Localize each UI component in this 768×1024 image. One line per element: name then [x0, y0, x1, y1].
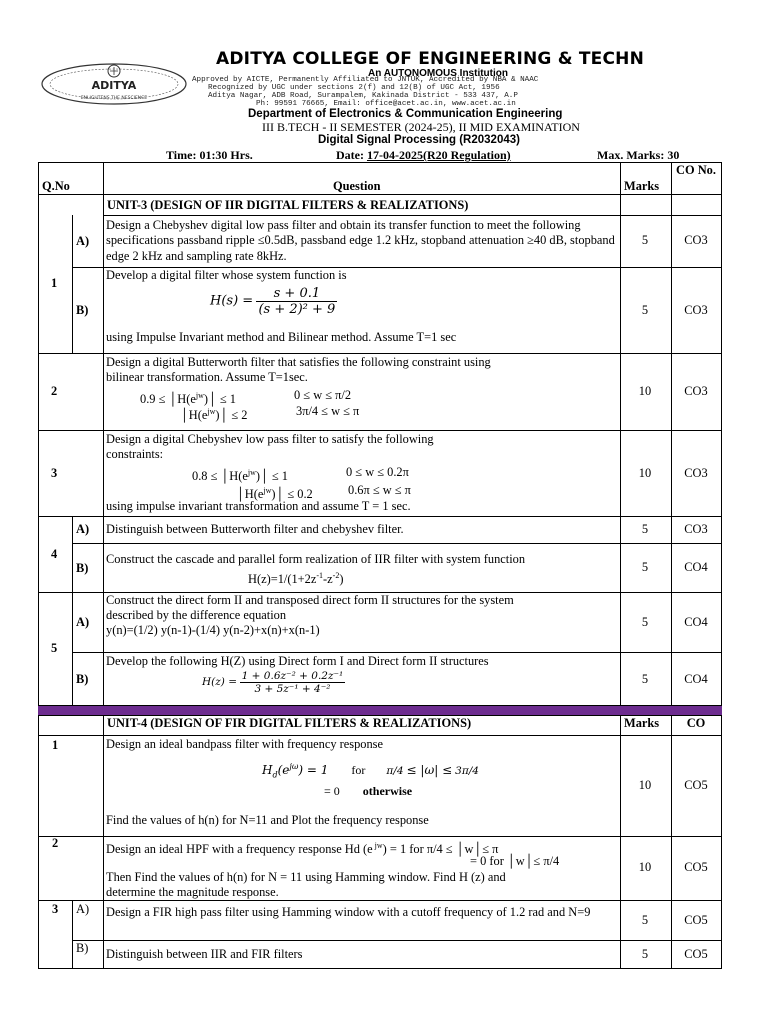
q2-constraint2-range: 3π/4 ≤ w ≤ π	[296, 404, 360, 418]
q4b-equation: $H(z)=1/(1+2z^{-1}-z^{-2})$	[248, 571, 344, 587]
q1a-marks: 5	[641, 233, 649, 247]
exam-date: Date: 17-04-2025(R20 Regulation)	[336, 148, 511, 162]
col-question-header: Question	[333, 179, 381, 193]
q2-number: 2	[51, 384, 58, 398]
q5a-marks: 5	[641, 615, 649, 629]
u4-q1-marks: 10	[638, 778, 652, 792]
q1a-label: A)	[76, 234, 90, 248]
q5b-label: B)	[76, 672, 89, 686]
q1b-label: B)	[76, 303, 89, 317]
accreditation-line: Approved by AICTE, Permanently Affiliated to JNTUK, Accredited by NBA & NAAC	[192, 76, 539, 84]
unit4-marks-header: Marks	[624, 716, 660, 730]
q5b-equation: H(z) = $\frac{\text{1 + 0.6z⁻² + 0.2z⁻¹}}{\text{3 + 5z⁻¹ + 4⁻²}}$	[202, 670, 344, 695]
q4a-marks: 5	[641, 522, 649, 536]
q4b-label: B)	[76, 561, 89, 575]
q2-line1: Design a digital Butterworth filter that satisfies the following constraint using	[106, 355, 491, 369]
q2-constraint1: $0.9 \le │H(e^{jw})│ \le 1$	[140, 391, 236, 407]
subject: Digital Signal Processing (R2032043)	[318, 134, 520, 146]
unit3-title: UNIT-3 (DESIGN OF IIR DIGITAL FILTERS & REALIZATIONS)	[107, 198, 469, 212]
q1b-marks: 5	[641, 303, 649, 317]
q1a-text: Design a Chebyshev digital low pass filter and obtain its transfer function to meet the following specifications passband ripple ≤0.5dB, passband edge 1.2 kHz, stopband attenuation ≥40 dB, stopband edge 2 kHz and sampling rate 8kHz.	[106, 218, 615, 263]
q1b-intro: Develop a digital filter whose system function is	[106, 268, 347, 282]
q5a-co: CO4	[684, 615, 708, 629]
address-line: Aditya Nagar, ADB Road, Surampalem, Kakinada District - 533 437, A.P	[208, 92, 518, 100]
u4-q3b-marks: 5	[641, 947, 649, 961]
q5a-line2: described by the difference equation	[106, 608, 287, 622]
col-qno-header: Q.No	[42, 179, 70, 193]
college-header	[0, 0, 768, 108]
q2-constraint2: $│H(e^{jw})│ \le 2$	[180, 407, 248, 423]
q3-constraint2: $│H(e^{jw})│ \le 0.2$	[236, 486, 313, 502]
q4a-text: Distinguish between Butterworth filter and chebyshev filter.	[106, 522, 404, 536]
u4-q3b-text: Distinguish between IIR and FIR filters	[106, 947, 303, 961]
u4-q2-marks: 10	[638, 860, 652, 874]
u4-q3-number: 3	[52, 902, 59, 916]
unit-divider-bar	[38, 706, 722, 715]
u4-q1-tail: Find the values of h(n) for N=11 and Plot the frequency response	[106, 813, 429, 827]
u4-q3a-co: CO5	[684, 913, 708, 927]
q5b-co: CO4	[684, 672, 708, 686]
u4-q2-line4: determine the magnitude response.	[106, 885, 279, 899]
q2-line2: bilinear transformation. Assume T=1sec.	[106, 370, 308, 384]
ugc-line: Recognized by UGC under sections 2(f) and 12(B) of UGC Act, 1956	[208, 84, 500, 92]
q3-constraint1-range: 0 ≤ w ≤ 0.2π	[346, 465, 409, 479]
contact-line: Ph: 99591 76665, Email: office@acet.ac.in, www.acet.ac.in	[256, 100, 516, 108]
exam-time: Time: 01:30 Hrs.	[166, 148, 253, 162]
q5a-line3: y(n)=(1/2) y(n-1)-(1/4) y(n-2)+x(n)+x(n-1)	[106, 623, 320, 637]
q3-number: 3	[51, 466, 58, 480]
q1b-equation: H(s) = $\frac{s + 0.1}{\text{(s + 2)² + 9}}$	[210, 286, 336, 317]
u4-q3a-marks: 5	[641, 913, 649, 927]
u4-q1-equation-2: = 0 otherwise	[324, 784, 413, 798]
department: Department of Electronics & Communication Engineering	[248, 108, 563, 120]
q3-line2: constraints:	[106, 447, 164, 461]
q4a-label: A)	[76, 522, 90, 536]
q5a-label: A)	[76, 615, 90, 629]
q1a-co: CO3	[684, 233, 708, 247]
q5b-intro: Develop the following H(Z) using Direct form I and Direct form II structures	[106, 654, 489, 668]
q4a-co: CO3	[684, 522, 708, 536]
u4-q2-line3: Then Find the values of h(n) for N = 11 using Hamming window. Find H (z) and	[106, 870, 506, 884]
u4-q1-number: 1	[52, 738, 59, 752]
q4b-line1: Construct the cascade and parallel form realization of IIR filter with system function	[106, 552, 526, 566]
col-co-header: CO No.	[676, 163, 716, 177]
q3-constraint2-range: 0.6π ≤ w ≤ π	[348, 483, 411, 497]
q3-co: CO3	[684, 466, 708, 480]
q4b-co: CO4	[684, 560, 708, 574]
u4-q1-co: CO5	[684, 778, 708, 792]
q4b-marks: 5	[641, 560, 649, 574]
q2-constraint1-range: 0 ≤ w ≤ π/2	[294, 388, 352, 402]
u4-q3b-co: CO5	[684, 947, 708, 961]
u4-q2-line1: Design an ideal HPF with a frequency response Hd (e $^{jw}$) = 1 for π/4 ≤ │w│≤ π	[106, 841, 499, 857]
college-logo-icon	[40, 62, 188, 106]
q3-tail: using impulse invariant transformation and assume T = 1 sec.	[106, 499, 411, 513]
q3-marks: 10	[638, 466, 652, 480]
q4-number: 4	[51, 547, 58, 561]
unit4-title: UNIT-4 (DESIGN OF FIR DIGITAL FILTERS & REALIZATIONS)	[107, 716, 472, 730]
q1b-co: CO3	[684, 303, 708, 317]
autonomous-text: An AUTONOMOUS Institution	[368, 68, 508, 79]
unit4-co-header: CO	[686, 716, 706, 730]
max-marks: Max. Marks: 30	[597, 148, 680, 162]
u4-q3a-text: Design a FIR high pass filter using Hamming window with a cutoff frequency of 1.2 rad and N=9	[106, 905, 591, 919]
u4-q2-line2: = 0 for │w│≤ π/4	[470, 854, 560, 868]
u4-q2-number: 2	[52, 836, 59, 850]
q3-line1: Design a digital Chebyshev low pass filter to satisfy the following	[106, 432, 434, 446]
college-name: ADITYA COLLEGE OF ENGINEERING & TECHN	[216, 49, 644, 69]
u4-q3b-label: B)	[76, 941, 89, 955]
semester: III B.TECH - II SEMESTER (2024-25), II MID EXAMINATION	[262, 120, 580, 134]
q3-constraint1: $0.8 \le │H(e^{jw})│ \le 1$	[192, 468, 288, 484]
u4-q1-intro: Design an ideal bandpass filter with frequency response	[106, 737, 383, 751]
q5a-line1: Construct the direct form II and transposed direct form II structures for the system	[106, 593, 514, 607]
q1b-tail: using Impulse Invariant method and Bilinear method. Assume T=1 sec	[106, 330, 457, 344]
q2-co: CO3	[684, 384, 708, 398]
u4-q3a-label: A)	[76, 902, 90, 916]
logo-text: ADITYA	[91, 79, 137, 92]
u4-q2-co: CO5	[684, 860, 708, 874]
q5-number: 5	[51, 641, 58, 655]
u4-q1-equation: $H_d(e^{j\omega}) = 1$ for π/4 ≤ |ω| ≤ 3π/4	[262, 762, 479, 780]
q1-number: 1	[51, 276, 58, 290]
col-marks-header: Marks	[624, 179, 660, 193]
q5b-marks: 5	[641, 672, 649, 686]
logo-motto: ENLIGHTENS THE NESCIENCE	[80, 96, 148, 101]
q2-marks: 10	[638, 384, 652, 398]
